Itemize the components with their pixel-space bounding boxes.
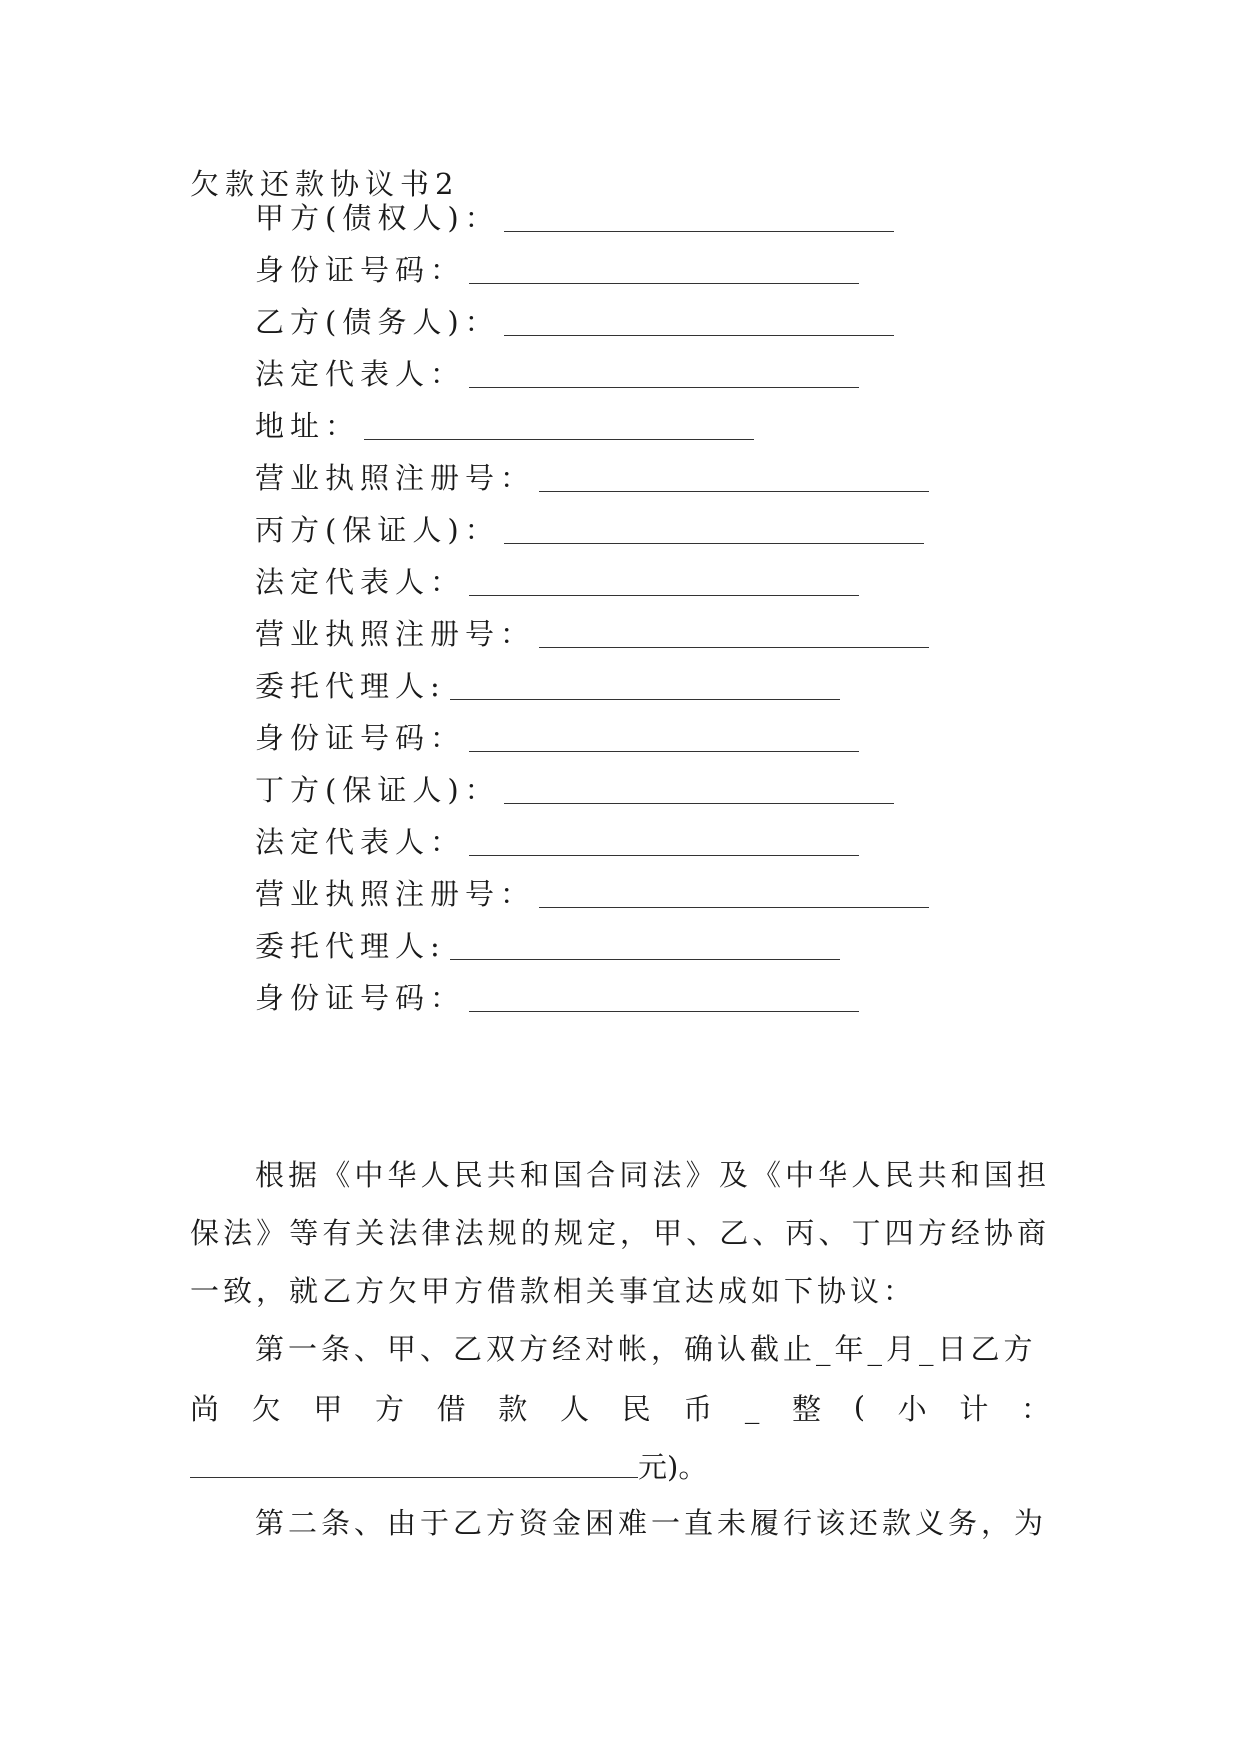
article-char: 小 <box>897 1391 927 1426</box>
preamble-paragraph: 根据《中华人民共和国合同法》及《中华人民共和国担保法》等有关法律法规的规定，甲、乙、丙、丁四方经协商一致，就乙方欠甲方借款相关事宜达成如下协议： <box>190 1158 1050 1308</box>
article-char: 尚 <box>190 1391 220 1426</box>
field-agent-d <box>255 926 840 966</box>
field-label: 委托代理人: <box>255 929 446 963</box>
fill-in-line[interactable] <box>504 335 894 336</box>
amount-suffix: 元)。 <box>638 1449 708 1484</box>
field-label: 法定代表人： <box>255 825 466 859</box>
field-id-number-c <box>255 718 859 758</box>
field-label: 营业执照注册号： <box>255 877 536 911</box>
article-char: _ <box>744 1390 760 1424</box>
article-char: 款 <box>498 1391 528 1426</box>
field-business-license-c <box>255 614 929 654</box>
article-1-line-1: 第一条、甲、乙双方经对帐，确认截止_年_月_日乙方 <box>255 1332 1037 1366</box>
fill-in-line[interactable] <box>504 803 894 804</box>
article-char: 计 <box>959 1391 989 1426</box>
field-label: 甲方(债权人)： <box>255 201 500 235</box>
fill-in-line[interactable] <box>469 855 859 856</box>
field-label: 身份证号码： <box>255 721 466 755</box>
field-label: 法定代表人： <box>255 565 466 599</box>
field-id-number-d <box>255 978 859 1018</box>
field-label: 地址： <box>255 409 361 443</box>
field-label: 身份证号码： <box>255 981 466 1015</box>
field-party-a <box>255 198 894 238</box>
document-title: 欠款还款协议书2 <box>190 167 460 201</box>
field-address <box>255 406 754 446</box>
field-label: 丁方(保证人)： <box>255 773 500 807</box>
article-char: 借 <box>436 1391 466 1426</box>
field-label: 营业执照注册号： <box>255 461 536 495</box>
field-legal-rep-d <box>255 822 859 862</box>
amount-fill-in-line[interactable] <box>190 1477 638 1478</box>
field-party-d <box>255 770 894 810</box>
fill-in-line[interactable] <box>504 231 894 232</box>
field-label: 身份证号码： <box>255 253 466 287</box>
field-label: 法定代表人： <box>255 357 466 391</box>
article-char: 民 <box>621 1391 651 1426</box>
field-legal-rep-c <box>255 562 859 602</box>
article-1-line-3 <box>190 1436 707 1494</box>
fill-in-line[interactable] <box>539 907 929 908</box>
field-label: 丙方(保证人)： <box>255 513 500 547</box>
fill-in-line[interactable] <box>504 543 924 544</box>
fill-in-line[interactable] <box>539 491 929 492</box>
fill-in-line[interactable] <box>469 283 859 284</box>
field-business-license-d <box>255 874 929 914</box>
article-2-line-1: 第二条、由于乙方资金困难一直未履行该还款义务，为 <box>255 1506 1048 1540</box>
fill-in-line[interactable] <box>450 959 840 960</box>
article-1-line-2 <box>190 1378 1050 1436</box>
field-label: 营业执照注册号： <box>255 617 536 651</box>
article-char: 人 <box>559 1391 589 1426</box>
article-char: 欠 <box>251 1391 281 1426</box>
article-char: 方 <box>374 1391 404 1426</box>
fill-in-line[interactable] <box>539 647 929 648</box>
article-char: 币 <box>683 1391 713 1426</box>
fill-in-line[interactable] <box>450 699 840 700</box>
field-label: 委托代理人: <box>255 669 446 703</box>
article-char: 整 <box>792 1391 822 1426</box>
field-business-license-b <box>255 458 929 498</box>
field-agent-c <box>255 666 840 706</box>
fill-in-line[interactable] <box>469 595 859 596</box>
article-char: ( <box>853 1390 866 1424</box>
field-legal-rep-b <box>255 354 859 394</box>
fill-in-line[interactable] <box>469 387 859 388</box>
field-party-c <box>255 510 924 550</box>
article-char: ： <box>1020 1391 1050 1426</box>
field-party-b <box>255 302 894 342</box>
article-char: 甲 <box>313 1391 343 1426</box>
fill-in-line[interactable] <box>469 1011 859 1012</box>
field-label: 乙方(债务人)： <box>255 305 500 339</box>
field-id-number-a <box>255 250 859 290</box>
fill-in-line[interactable] <box>469 751 859 752</box>
fill-in-line[interactable] <box>364 439 754 440</box>
